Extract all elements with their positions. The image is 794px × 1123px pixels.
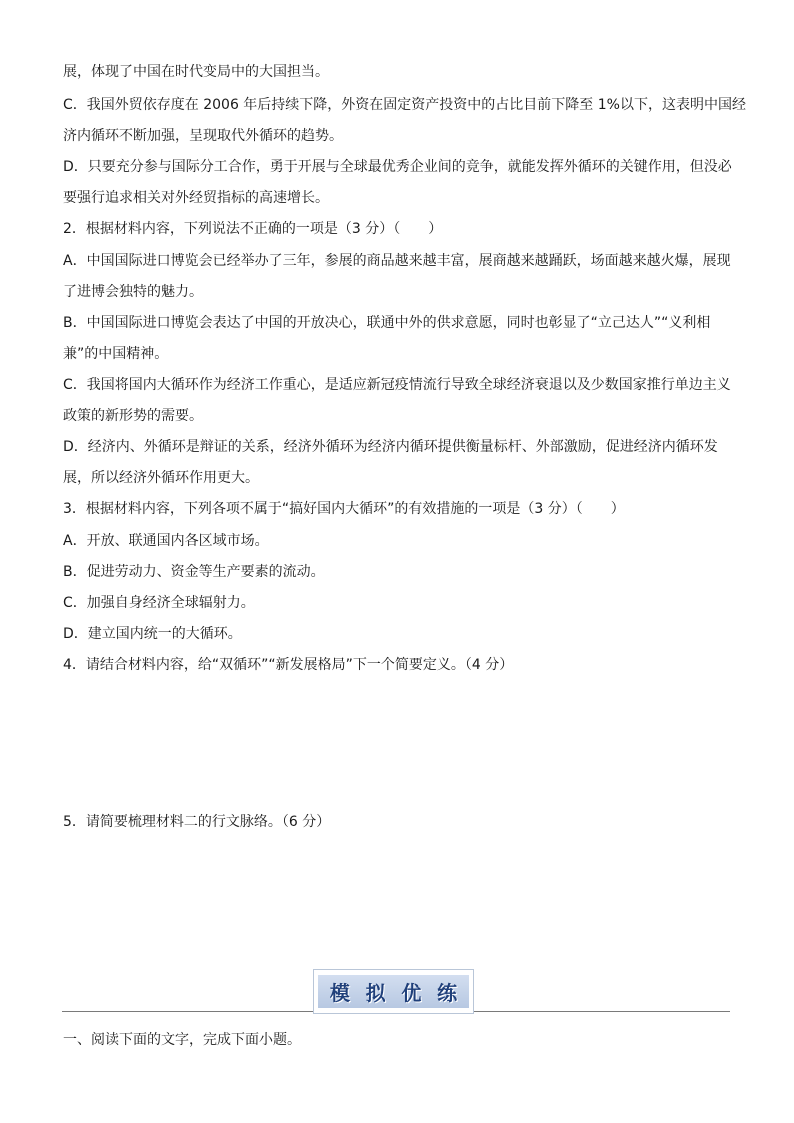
text-line: 展，体现了中国在时代变局中的大国担当。 — [63, 64, 329, 80]
question-4: 4．请结合材料内容，给“双循环”“新发展格局”下一个简要定义。（4 分） — [63, 657, 514, 673]
text-line: 济内循环不断加强，呈现取代外循环的趋势。 — [63, 128, 343, 144]
text-line: 了进博会独特的魅力。 — [63, 284, 203, 300]
banner-char: 模 — [329, 981, 350, 1005]
option-d-line: D．建立国内统一的大循环。 — [63, 626, 242, 642]
banner-char: 优 — [401, 981, 422, 1005]
option-b-line: B．中国国际进口博览会表达了中国的开放决心，联通中外的供求意愿，同时也彰显了“立己达人”“义利相 — [63, 315, 711, 331]
option-a-line: A．中国国际进口博览会已经举办了三年，参展的商品越来越丰富，展商越来越踊跃，场面越来越火爆，展现 — [63, 253, 731, 269]
option-a-line: A．开放、联通国内各区域市场。 — [63, 533, 269, 549]
banner-label — [318, 975, 469, 1008]
question-5: 5．请简要梳理材料二的行文脉络。（6 分） — [63, 814, 331, 830]
text-line: 展，所以经济外循环作用更大。 — [63, 470, 259, 486]
question-2: 2．根据材料内容，下列说法不正确的一项是（3 分）（ ） — [63, 221, 443, 237]
text-line: 要强行追求相关对外经贸指标的高速增长。 — [63, 190, 329, 206]
banner-char: 练 — [437, 981, 458, 1005]
text-line: 兼”的中国精神。 — [63, 346, 169, 362]
section-banner — [313, 969, 474, 1014]
banner-char: 拟 — [365, 981, 386, 1005]
text-line: 政策的新形势的需要。 — [63, 408, 203, 424]
question-3: 3．根据材料内容，下列各项不属于“搞好国内大循环”的有效措施的一项是（3 分）（ ） — [63, 501, 625, 517]
option-d-line: D．经济内、外循环是辩证的关系，经济外循环为经济内循环提供衡量标杆、外部激励，促进经济内循环发 — [63, 439, 718, 455]
option-c-line: C．我国外贸依存度在 2006 年后持续下降，外资在固定资产投资中的占比目前下降至 1%以下，这表明中国经 — [63, 97, 746, 113]
option-d-line: D．只要充分参与国际分工合作，勇于开展与全球最优秀企业间的竞争，就能发挥外循环的关键作用，但没必 — [63, 159, 732, 175]
option-c-line: C．加强自身经济全球辐射力。 — [63, 595, 255, 611]
option-c-line: C．我国将国内大循环作为经济工作重心，是适应新冠疫情流行导致全球经济衰退以及少数国家推行单边主义 — [63, 377, 731, 393]
section-heading: 一、阅读下面的文字，完成下面小题。 — [63, 1032, 301, 1048]
option-b-line: B．促进劳动力、资金等生产要素的流动。 — [63, 564, 325, 580]
